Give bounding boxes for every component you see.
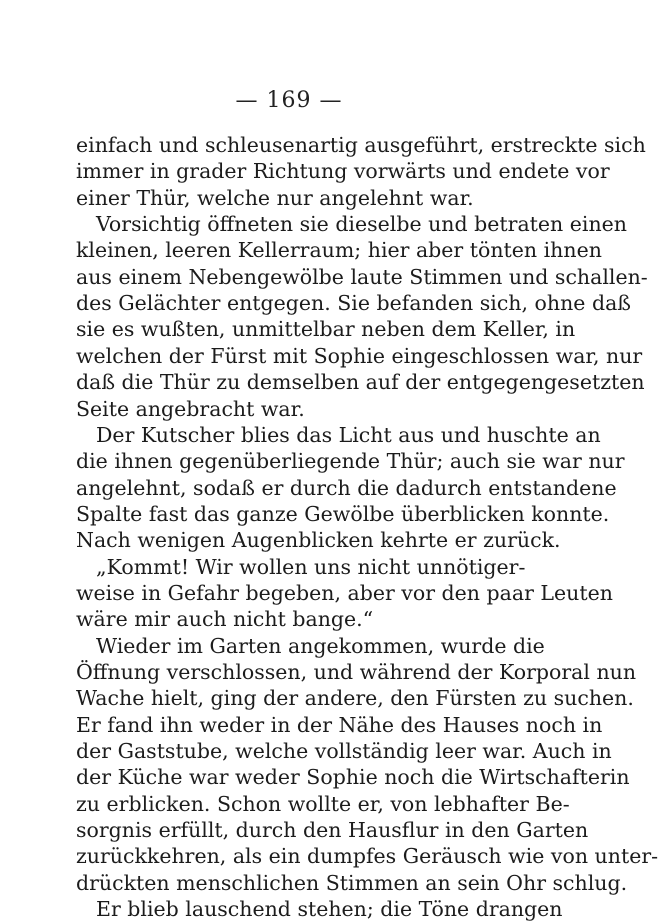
text-line: angelehnt, sodaß er durch die dadurch entstandene bbox=[76, 475, 617, 500]
text-line: Vorsichtig öffneten sie dieselbe und betraten einen bbox=[96, 212, 627, 237]
page-number: — 169 — bbox=[235, 88, 343, 113]
text-line: weise in Gefahr begeben, aber vor den paar Leuten bbox=[76, 580, 613, 605]
text-line: sie es wußten, unmittelbar neben dem Keller, in bbox=[76, 317, 576, 342]
text-line: Nach wenigen Augenblicken kehrte er zurück. bbox=[76, 528, 561, 553]
text-line: wäre mir auch nicht bange.“ bbox=[76, 607, 374, 632]
text-line: einer Thür, welche nur angelehnt war. bbox=[76, 185, 474, 210]
text-line: Er blieb lauschend stehen; die Töne drangen bbox=[96, 897, 563, 922]
text-line: Öffnung verschlossen, und während der Korporal nun bbox=[76, 660, 637, 684]
text-line: immer in grader Richtung vorwärts und endete vor bbox=[76, 159, 610, 184]
text-line: welchen der Fürst mit Sophie eingeschlossen war, nur bbox=[76, 343, 643, 368]
text-line: sorgnis erfüllt, durch den Hausflur in den Garten bbox=[76, 818, 589, 843]
text-line: Er fand ihn weder in der Nähe des Hauses noch in bbox=[76, 712, 603, 737]
text-line: Seite angebracht war. bbox=[76, 396, 305, 421]
text-line: des Gelächter entgegen. Sie befanden sich, ohne daß bbox=[76, 291, 631, 316]
text-line: Der Kutscher blies das Licht aus und huschte an bbox=[96, 422, 601, 447]
text-line: kleinen, leeren Kellerraum; hier aber tönten ihnen bbox=[76, 238, 602, 263]
text-line: die ihnen gegenüberliegende Thür; auch sie war nur bbox=[76, 449, 625, 474]
text-line: Wieder im Garten angekommen, wurde die bbox=[96, 633, 545, 658]
text-line: aus einem Nebengewölbe laute Stimmen und schallen- bbox=[76, 264, 648, 289]
text-line: der Gaststube, welche vollständig leer war. Auch in bbox=[76, 739, 612, 764]
text-line: drückten menschlichen Stimmen an sein Ohr schlug. bbox=[76, 870, 628, 895]
text-line: „Kommt! Wir wollen uns nicht unnötiger- bbox=[96, 554, 526, 579]
text-line: Spalte fast das ganze Gewölbe überblicken konnte. bbox=[76, 501, 610, 526]
text-line: einfach und schleusenartig ausgeführt, erstreckte sich bbox=[76, 133, 646, 157]
text-line: der Küche war weder Sophie noch die Wirtschafterin bbox=[76, 765, 630, 790]
text-line: zurückkehren, als ein dumpfes Geräusch wie von unter- bbox=[76, 844, 658, 869]
text-line: Wache hielt, ging der andere, den Fürsten zu suchen. bbox=[76, 686, 634, 711]
text-line: zu erblicken. Schon wollte er, von lebhafter Be- bbox=[76, 791, 570, 816]
text-line: daß die Thür zu demselben auf der entgegengesetzten bbox=[76, 370, 645, 395]
